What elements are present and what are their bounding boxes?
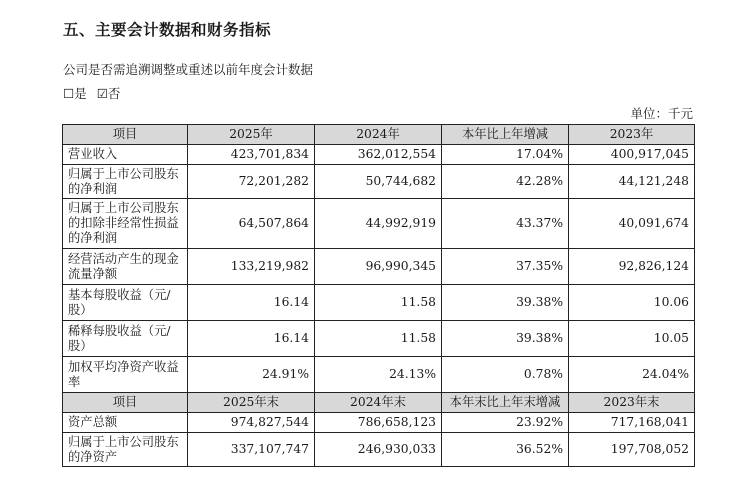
row-label: 归属于上市公司股东的净资产 bbox=[63, 433, 188, 467]
option-no-checkbox[interactable]: ☑否 bbox=[96, 86, 121, 101]
section-title: 五、主要会计数据和财务指标 bbox=[63, 21, 272, 39]
table-row bbox=[63, 145, 695, 165]
column-header: 2024年末 bbox=[315, 393, 442, 413]
column-header: 项目 bbox=[63, 393, 188, 413]
table-cell: 717,168,041 bbox=[569, 413, 695, 433]
column-header: 2025年末 bbox=[188, 393, 315, 413]
table-cell: 23.92% bbox=[442, 413, 569, 433]
table-row bbox=[63, 433, 695, 467]
table-cell: 24.04% bbox=[569, 357, 695, 393]
table-cell: 37.35% bbox=[442, 249, 569, 285]
row-label: 基本每股收益（元/股） bbox=[63, 285, 188, 321]
table-cell: 337,107,747 bbox=[188, 433, 315, 467]
row-label: 加权平均净资产收益率 bbox=[63, 357, 188, 393]
table2-header-row bbox=[63, 393, 695, 413]
table-cell: 17.04% bbox=[442, 145, 569, 165]
table-cell: 24.91% bbox=[188, 357, 315, 393]
table-cell: 362,012,554 bbox=[315, 145, 442, 165]
row-label: 稀释每股收益（元/股） bbox=[63, 321, 188, 357]
table-cell: 96,990,345 bbox=[315, 249, 442, 285]
table-cell: 36.52% bbox=[442, 433, 569, 467]
table-cell: 11.58 bbox=[315, 321, 442, 357]
table-cell: 39.38% bbox=[442, 285, 569, 321]
table-cell: 44,121,248 bbox=[569, 165, 695, 199]
table-row bbox=[63, 357, 695, 393]
table-cell: 11.58 bbox=[315, 285, 442, 321]
table-cell: 43.37% bbox=[442, 199, 569, 249]
column-header: 2023年末 bbox=[569, 393, 695, 413]
column-header: 本年末比上年末增减 bbox=[442, 393, 569, 413]
row-label: 归属于上市公司股东的净利润 bbox=[63, 165, 188, 199]
row-label: 经营活动产生的现金流量净额 bbox=[63, 249, 188, 285]
table-cell: 246,930,033 bbox=[315, 433, 442, 467]
financial-indicators-table bbox=[62, 124, 695, 467]
table-cell: 400,917,045 bbox=[569, 145, 695, 165]
table-cell: 39.38% bbox=[442, 321, 569, 357]
table-row bbox=[63, 321, 695, 357]
row-label: 营业收入 bbox=[63, 145, 188, 165]
table-cell: 197,708,052 bbox=[569, 433, 695, 467]
restatement-options bbox=[63, 84, 126, 102]
table-row bbox=[63, 413, 695, 433]
table-cell: 24.13% bbox=[315, 357, 442, 393]
column-header: 2023年 bbox=[569, 125, 695, 145]
table-cell: 786,658,123 bbox=[315, 413, 442, 433]
table-cell: 10.05 bbox=[569, 321, 695, 357]
column-header: 本年比上年增减 bbox=[442, 125, 569, 145]
table-cell: 423,701,834 bbox=[188, 145, 315, 165]
table-cell: 44,992,919 bbox=[315, 199, 442, 249]
row-label: 资产总额 bbox=[63, 413, 188, 433]
column-header: 2025年 bbox=[188, 125, 315, 145]
table-cell: 42.28% bbox=[442, 165, 569, 199]
table-cell: 92,826,124 bbox=[569, 249, 695, 285]
row-label: 归属于上市公司股东的扣除非经常性损益的净利润 bbox=[63, 199, 188, 249]
table-row bbox=[63, 249, 695, 285]
unit-label: 单位：千元 bbox=[630, 106, 693, 121]
table-cell: 72,201,282 bbox=[188, 165, 315, 199]
option-yes-checkbox[interactable]: ☐是 bbox=[63, 86, 87, 101]
table-cell: 16.14 bbox=[188, 285, 315, 321]
table-row bbox=[63, 285, 695, 321]
table-cell: 10.06 bbox=[569, 285, 695, 321]
restatement-question: 公司是否需追溯调整或重述以前年度会计数据 bbox=[63, 62, 314, 77]
table-cell: 64,507,864 bbox=[188, 199, 315, 249]
table-cell: 0.78% bbox=[442, 357, 569, 393]
table-row bbox=[63, 165, 695, 199]
table-cell: 974,827,544 bbox=[188, 413, 315, 433]
table-cell: 133,219,982 bbox=[188, 249, 315, 285]
table-cell: 40,091,674 bbox=[569, 199, 695, 249]
table-cell: 16.14 bbox=[188, 321, 315, 357]
column-header: 2024年 bbox=[315, 125, 442, 145]
column-header: 项目 bbox=[63, 125, 188, 145]
table1-header-row bbox=[63, 125, 695, 145]
table-row bbox=[63, 199, 695, 249]
table-cell: 50,744,682 bbox=[315, 165, 442, 199]
